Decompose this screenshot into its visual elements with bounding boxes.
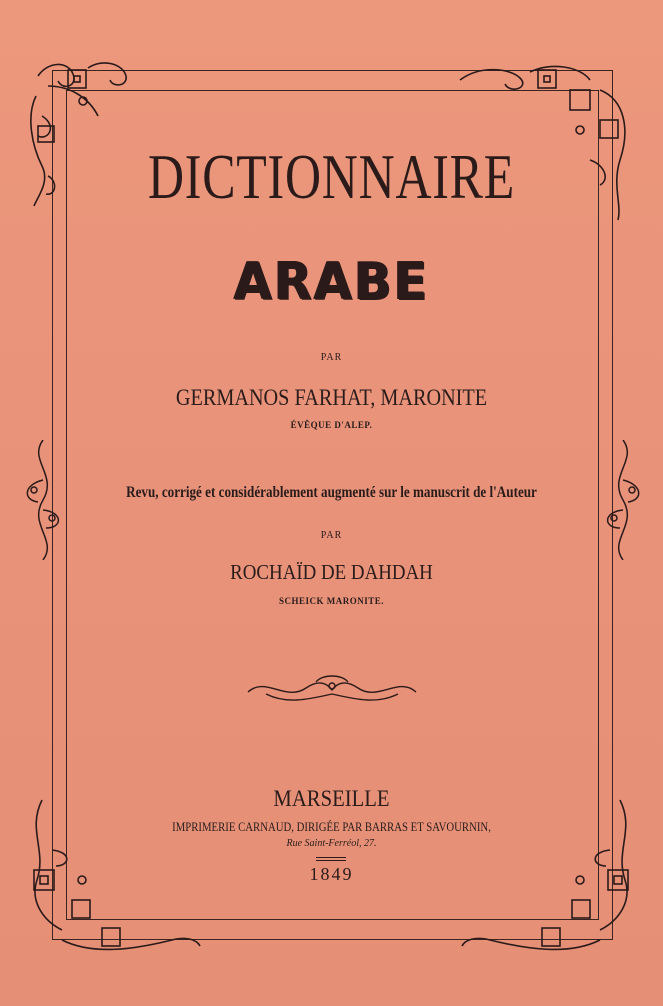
printer-name: IMPRIMERIE CARNAUD, DIRIGÉE PAR BARRAS ET SAVOURNIN, bbox=[172, 820, 491, 834]
book-subtitle: ARABE bbox=[233, 252, 430, 312]
book-title: DICTIONNAIRE bbox=[147, 141, 516, 212]
revision-note: Revu, corrigé et considérablement augmenté sur le manuscrit de l'Auteur bbox=[126, 484, 537, 501]
editor-name: ROCHAÏD DE DAHDAH bbox=[230, 560, 433, 584]
year-rule-bottom bbox=[316, 860, 346, 861]
printer-address: Rue Saint-Ferréol, 27. bbox=[286, 838, 377, 849]
par-label-editor: PAR bbox=[320, 530, 343, 541]
author-role: ÉVÊQUE D'ALEP. bbox=[290, 420, 373, 430]
publication-city: MARSEILLE bbox=[273, 786, 390, 811]
editor-role: SCHEICK MARONITE. bbox=[278, 596, 384, 606]
year-rule-top bbox=[316, 857, 346, 858]
side-ornament-right-icon bbox=[598, 440, 648, 560]
par-label-author: PAR bbox=[320, 352, 343, 363]
publication-year: 1849 bbox=[309, 864, 354, 884]
center-flourish-icon bbox=[246, 672, 418, 708]
author-name: GERMANOS FARHAT, MARONITE bbox=[175, 385, 488, 410]
